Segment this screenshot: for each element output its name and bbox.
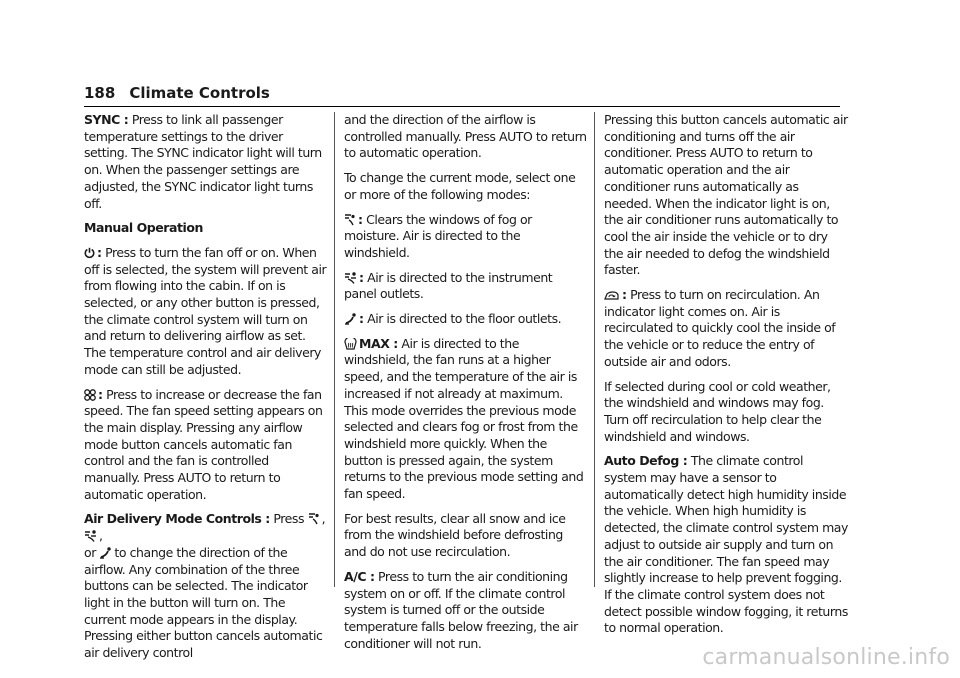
- ac-text: Press to turn the air conditioning system on or off. If the climate control system is turned off or the outside temperature falls below freezing, the air conditioner will not run.: [344, 568, 578, 651]
- recirculation-icon: [604, 291, 620, 301]
- max-defrost-icon: [344, 338, 357, 350]
- ac-paragraph: [344, 569, 588, 653]
- power-label: :: [97, 244, 102, 260]
- max-text: Air is directed to the windshield, the fan runs at a higher speed, and the temperature of the air is increased if not already at maximum. This mode overrides the previous mode selected and clears fog or frost from the windshield more quickly. When the button is pressed again, the system returns to the previous mode setting and fan speed.: [344, 335, 584, 502]
- defog-text: Clears the windows of fog or moisture. Air is directed to the windshield.: [344, 211, 532, 260]
- panel-mode-icon: [344, 271, 357, 284]
- column-3: [604, 112, 848, 645]
- auto-defog-label: Auto Defog :: [604, 453, 688, 469]
- or-text: or: [84, 544, 96, 560]
- max-paragraph: [344, 336, 588, 503]
- panel-text: Air is directed to the instrument panel outlets.: [344, 269, 553, 302]
- sync-text: Press to link all passenger temperature settings to the driver setting. The SYNC indicator light will turn on. When the passenger settings are adjusted, the SYNC indicator light turns off.: [84, 112, 322, 211]
- column-1: [84, 112, 328, 670]
- best-results-paragraph: [344, 511, 588, 561]
- sync-paragraph: [84, 112, 328, 212]
- air-delivery-text: airflow. Any combination of the three buttons can be selected. The indicator light in the button will turn on. The current mode appears in the display. Pressing either button cancels automatic air delivery control: [84, 561, 323, 661]
- column-divider: [594, 112, 595, 587]
- ac-cancel-text: Pressing this button cancels automatic air conditioning and turns off the air conditioner. Press AUTO to return to automatic operation and the air conditioner runs automatically as needed. When the indicator light is on, the air conditioner runs automatically to cool the air inside the vehicle or to dry the air needed to defog the windshield faster.: [604, 112, 848, 278]
- floor-paragraph: [344, 311, 588, 328]
- section-title: Climate Controls: [129, 84, 270, 102]
- header-rule: [84, 106, 840, 107]
- power-icon: [84, 247, 95, 259]
- air-delivery-after: to change the direction of the: [114, 544, 288, 560]
- fan-paragraph: [84, 387, 328, 504]
- air-delivery-label: Air Delivery Mode Controls :: [84, 511, 270, 527]
- change-mode-paragraph: [344, 170, 588, 203]
- ac-label: A/C :: [344, 568, 375, 584]
- fan-text: Press to increase or decrease the fan speed. The fan speed setting appears on the main display. Pressing any airflow mode button cancels automatic fan control and the fan is controlled manually. Press AUTO to return to automatic operation.: [84, 386, 323, 502]
- floor-mode-icon: [99, 547, 112, 559]
- panel-mode-icon: [84, 529, 97, 542]
- recirculation-paragraph: [604, 287, 848, 371]
- defog-mode-icon: [344, 213, 356, 226]
- air-delivery-press: Press: [273, 511, 305, 527]
- floor-label: :: [359, 311, 364, 327]
- fog-warning-paragraph: [604, 379, 848, 446]
- continued-text: and the direction of the airflow is controlled manually. Press AUTO to return to automatic operation.: [344, 112, 587, 161]
- floor-mode-icon: [344, 313, 357, 325]
- defog-paragraph: [344, 212, 588, 262]
- air-delivery-paragraph: [84, 511, 328, 661]
- continued-paragraph: [344, 112, 588, 162]
- comma: ,: [99, 528, 103, 544]
- comma: ,: [321, 511, 326, 527]
- ac-cancel-paragraph: [604, 112, 848, 279]
- column-2: [344, 112, 588, 660]
- floor-text: Air is directed to the floor outlets.: [367, 311, 562, 327]
- best-results-text: For best results, clear all snow and ice from the windshield before defrosting and do not use recirculation.: [344, 510, 566, 560]
- panel-paragraph: [344, 270, 588, 303]
- watermark: carmanualsonline.info: [702, 645, 950, 670]
- max-label: MAX :: [359, 335, 398, 351]
- change-mode-text: To change the current mode, select one or more of the following modes:: [344, 170, 576, 202]
- manual-operation-heading: [84, 220, 328, 237]
- recirculation-label: :: [622, 287, 627, 303]
- defog-mode-icon: [308, 512, 320, 525]
- page-number: 188: [84, 84, 116, 102]
- power-paragraph: [84, 245, 328, 379]
- sync-label: SYNC :: [84, 112, 129, 127]
- auto-defog-paragraph: [604, 453, 848, 637]
- fan-label: :: [98, 386, 103, 402]
- fan-icon: [84, 389, 96, 401]
- recirculation-text: Press to turn on recirculation. An indicator light comes on. Air is recirculated to quickly cool the inside of the vehicle or to reduce the entry of outside air and odors.: [604, 287, 836, 369]
- auto-defog-text: The climate control system may have a sensor to automatically detect high humidity inside the vehicle. When high humidity is detected, the climate control system may adjust to outside air supply and turn on the air conditioner. The fan speed may slightly increase to help prevent fogging. If the climate control system does not detect possible window fogging, it returns to normal operation.: [604, 453, 848, 636]
- power-text: Press to turn the fan off or on. When off is selected, the system will prevent air from flowing into the cabin. If on is selected, or any other button is pressed, the climate control system will turn on and return to delivering airflow as set. The temperature control and air delivery mode can still be adjusted.: [84, 244, 327, 377]
- panel-label: :: [359, 269, 364, 285]
- fog-warning-text: If selected during cool or cold weather, the windshield and windows may fog. Turn off recirculation to help clear the windshield and windows.: [604, 378, 831, 444]
- column-divider: [334, 112, 335, 587]
- manual-heading-text: Manual Operation: [84, 220, 203, 236]
- page-header: [84, 84, 960, 106]
- defog-label: :: [358, 211, 363, 227]
